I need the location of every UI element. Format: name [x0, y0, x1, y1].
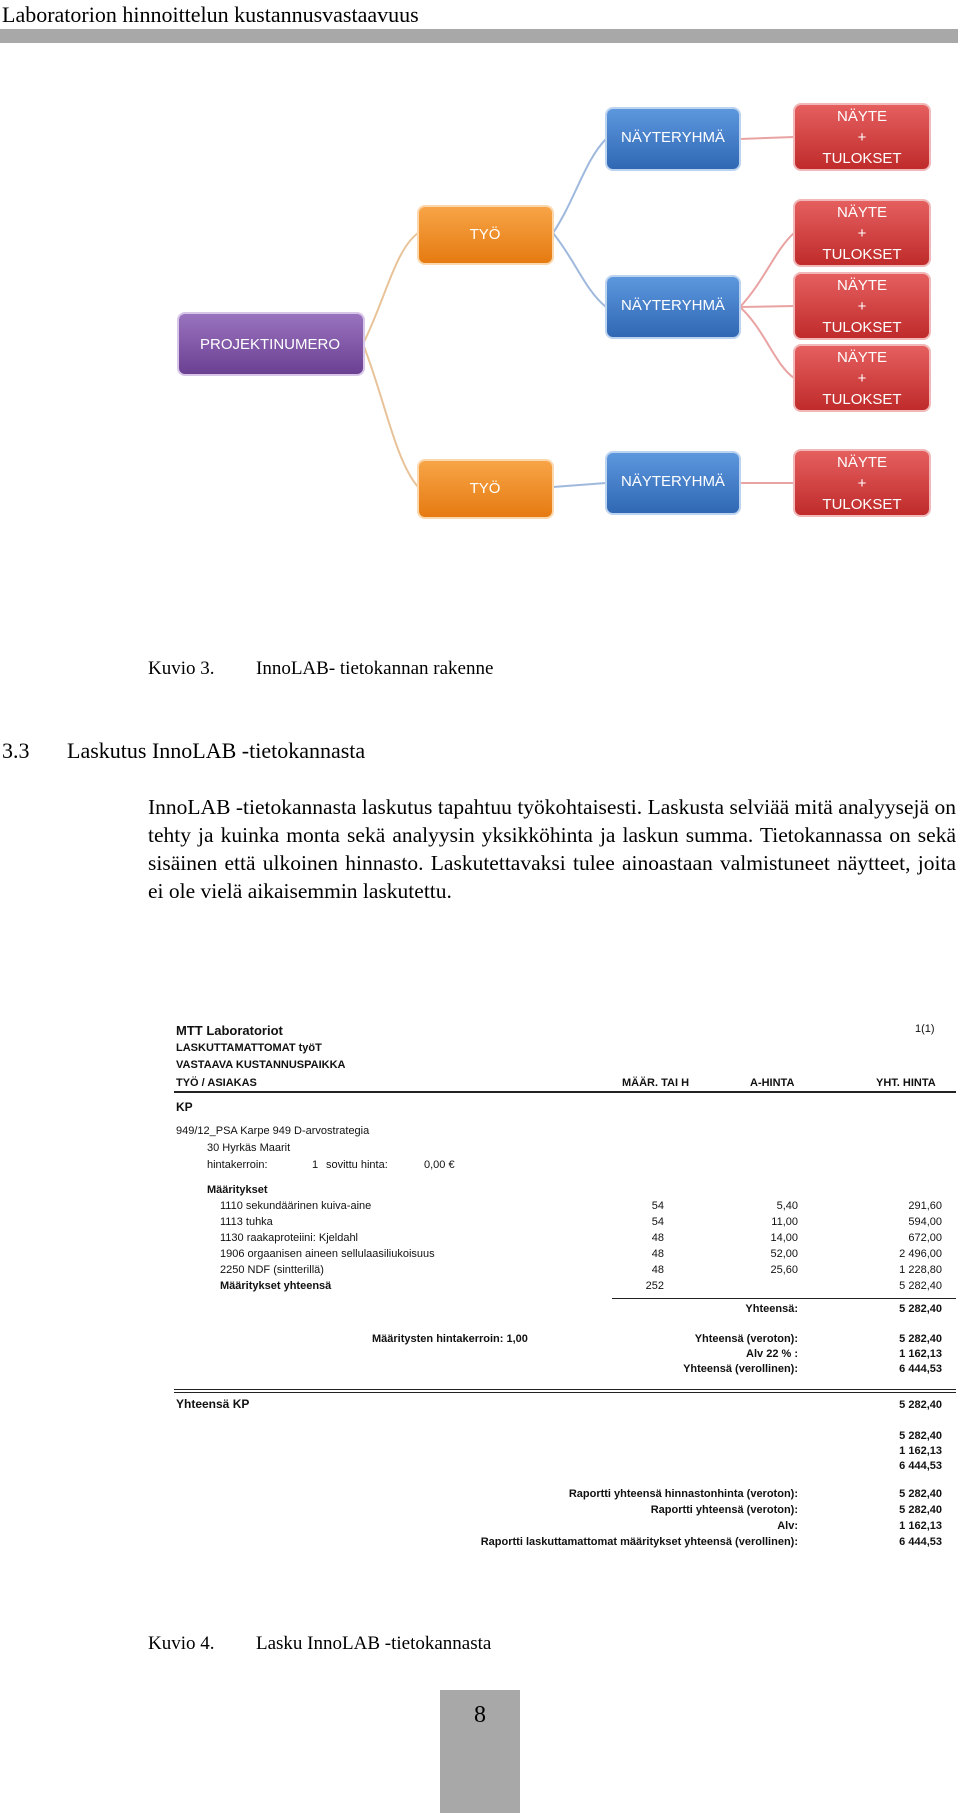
- item-total: 2 496,00: [899, 1248, 942, 1260]
- net-label: Yhteensä (veroton):: [694, 1333, 798, 1345]
- item-qty: 48: [651, 1264, 664, 1276]
- section-title: Laskutus InnoLAB -tietokannasta: [67, 738, 366, 763]
- gross-value: 6 444,53: [899, 1363, 942, 1375]
- caption-text: Lasku InnoLAB -tietokannasta: [256, 1633, 492, 1654]
- svg-text:PROJEKTINUMERO: PROJEKTINUMERO: [199, 336, 341, 353]
- svg-text:+: +: [857, 475, 867, 492]
- svg-text:+: +: [857, 129, 867, 146]
- report-pricelist-value: 5 282,40: [899, 1488, 942, 1500]
- col-total-header: YHT. HINTA: [876, 1077, 936, 1089]
- kp-vat: 1 162,13: [899, 1445, 942, 1457]
- svg-text:TULOKSET: TULOKSET: [822, 319, 902, 336]
- item-name: 2250 NDF (sintterillä): [220, 1264, 324, 1276]
- item-name: 1130 raakaproteiini: Kjeldahl: [220, 1232, 358, 1244]
- report-gross-value: 6 444,53: [899, 1536, 942, 1548]
- col-qty-header: MÄÄR. TAI H: [622, 1077, 690, 1089]
- svg-text:+: +: [857, 298, 867, 315]
- svg-text:NÄYTERYHMÄ: NÄYTERYHMÄ: [621, 129, 725, 146]
- invoice-org: MTT Laboratoriot: [176, 1023, 283, 1038]
- item-qty: 54: [651, 1200, 664, 1212]
- kp-divider: [174, 1389, 956, 1390]
- kp-total-label: Yhteensä KP: [176, 1397, 250, 1411]
- item-total: 1 228,80: [899, 1264, 942, 1276]
- item-total: 672,00: [908, 1232, 942, 1244]
- vat-label: Alv 22 % :: [746, 1348, 798, 1360]
- report-vat-label: Alv:: [777, 1520, 798, 1532]
- invoice-line4: TYÖ / ASIAKAS: [176, 1077, 257, 1089]
- svg-text:NÄYTE: NÄYTE: [836, 277, 888, 294]
- invoice-project: 949/12_PSA Karpe 949 D-arvostrategia: [176, 1125, 370, 1137]
- svg-text:NÄYTE: NÄYTE: [836, 454, 888, 471]
- invoice-line2: LASKUTTAMATTOMAT työT: [176, 1042, 322, 1054]
- item-qty: 54: [651, 1216, 664, 1228]
- agreed-label: sovittu hinta:: [326, 1159, 388, 1171]
- report-net-value: 5 282,40: [899, 1504, 942, 1516]
- svg-text:TULOKSET: TULOKSET: [822, 496, 902, 513]
- svg-text:+: +: [857, 370, 867, 387]
- svg-text:NÄYTE: NÄYTE: [836, 349, 888, 366]
- invoice-person: 30 Hyrkäs Maarit: [207, 1142, 291, 1154]
- svg-text:+: +: [857, 225, 867, 242]
- sum-label: Yhteensä:: [745, 1303, 798, 1315]
- svg-text:NÄYTE: NÄYTE: [836, 108, 888, 125]
- page-number: 8: [474, 1702, 486, 1728]
- report-net-label: Raportti yhteensä (veroton):: [650, 1504, 798, 1516]
- invoice-group: KP: [176, 1100, 193, 1114]
- vat-value: 1 162,13: [899, 1348, 942, 1360]
- invoice-line3: VASTAAVA KUSTANNUSPAIKKA: [176, 1059, 346, 1071]
- item-price: 14,00: [770, 1232, 798, 1244]
- svg-text:TULOKSET: TULOKSET: [822, 391, 902, 408]
- report-gross-label: Raportti laskuttamattomat määritykset yhteensä (verollinen):: [480, 1536, 798, 1548]
- caption-number: Kuvio 3.: [148, 658, 215, 679]
- item-name: 1906 orgaanisen aineen sellulaasiliukoisuus: [220, 1248, 435, 1260]
- coef-label: Määritysten hintakerroin: 1,00: [372, 1333, 528, 1345]
- factor-label: hintakerroin:: [207, 1159, 268, 1171]
- agreed-value: 0,00 €: [424, 1159, 455, 1171]
- report-pricelist-label: Raportti yhteensä hinnastonhinta (veroton):: [568, 1488, 798, 1500]
- svg-text:TULOKSET: TULOKSET: [822, 246, 902, 263]
- svg-text:TULOKSET: TULOKSET: [822, 150, 902, 167]
- item-name: 1110 sekundäärinen kuiva-aine: [220, 1200, 372, 1212]
- svg-text:NÄYTERYHMÄ: NÄYTERYHMÄ: [621, 473, 725, 490]
- item-qty: 48: [651, 1248, 664, 1260]
- kp-total-value: 5 282,40: [899, 1399, 942, 1411]
- kp-net: 5 282,40: [899, 1430, 942, 1442]
- svg-text:TYÖ: TYÖ: [469, 226, 501, 243]
- report-vat-value: 1 162,13: [899, 1520, 942, 1532]
- caption-text: InnoLAB- tietokannan rakenne: [256, 658, 494, 679]
- svg-text:TYÖ: TYÖ: [469, 480, 501, 497]
- item-price: 25,60: [770, 1264, 798, 1276]
- section-number: 3.3: [2, 738, 30, 763]
- kp-gross: 6 444,53: [899, 1460, 942, 1472]
- figure-caption-4: [148, 1633, 491, 1655]
- item-price: 52,00: [770, 1248, 798, 1260]
- caption-number: Kuvio 4.: [148, 1633, 215, 1654]
- item-qty: 48: [651, 1232, 664, 1244]
- factor-value: 1: [312, 1159, 319, 1171]
- net-value: 5 282,40: [899, 1333, 942, 1345]
- items-heading: Määritykset: [207, 1184, 268, 1196]
- page-number-box: [440, 1690, 520, 1813]
- invoice-page: 1(1): [915, 1023, 935, 1035]
- sum-value: 5 282,40: [899, 1303, 942, 1315]
- items-total-label: Määritykset yhteensä: [220, 1280, 332, 1292]
- items-total-divider: [612, 1298, 956, 1299]
- item-price: 5,40: [776, 1200, 798, 1212]
- item-price: 11,00: [771, 1216, 798, 1228]
- item-total: 594,00: [908, 1216, 942, 1228]
- items-total-sum: 5 282,40: [899, 1280, 942, 1292]
- item-total: 291,60: [908, 1200, 942, 1212]
- svg-text:NÄYTERYHMÄ: NÄYTERYHMÄ: [621, 297, 725, 314]
- kp-divider-2: [174, 1392, 956, 1393]
- running-header-title: Laboratorion hinnoittelun kustannusvastaavuus: [2, 2, 419, 27]
- body-paragraph: InnoLAB -tietokannasta laskutus tapahtuu työkohtaisesti. Laskusta selviää mitä analyysejä on tehty ja kuinka monta sekä analyysin yksikköhinta ja laskun summa. Tietokannassa on sekä sisäinen että ulkoinen hinnasto. Laskutettavaksi tulee ainoastaan valmistuneet näytteet, joita ei ole vielä aikaisemmin laskutettu.: [148, 795, 956, 903]
- items-total-qty: 252: [645, 1280, 664, 1292]
- gross-label: Yhteensä (verollinen):: [683, 1363, 798, 1375]
- item-name: 1113 tuhka: [220, 1216, 273, 1228]
- svg-text:NÄYTE: NÄYTE: [836, 204, 888, 221]
- col-unit-header: A-HINTA: [750, 1077, 795, 1089]
- header-divider: [174, 1091, 956, 1093]
